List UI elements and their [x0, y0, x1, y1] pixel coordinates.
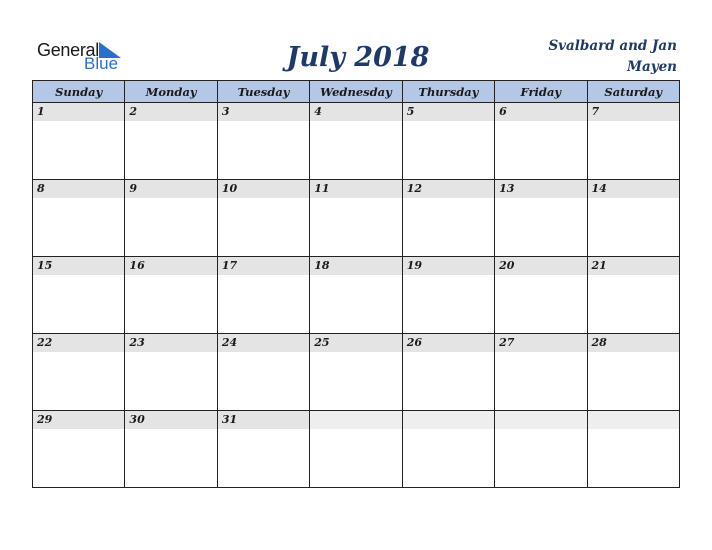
day-number: 3: [218, 103, 309, 121]
weekday-header: Saturday: [587, 81, 679, 103]
day-cell: [217, 180, 309, 257]
day-cell: [217, 103, 309, 180]
day-number: 8: [33, 180, 124, 198]
empty-day-bar: [310, 411, 401, 429]
logo-general-text: General: [37, 40, 99, 60]
day-cell: [33, 257, 125, 334]
day-cell: [310, 103, 402, 180]
week-row: [33, 180, 680, 257]
day-number: 16: [125, 257, 216, 275]
day-number: 13: [495, 180, 586, 198]
weekday-header: Friday: [495, 81, 587, 103]
day-cell: [125, 334, 217, 411]
day-number: 21: [588, 257, 679, 275]
day-cell: [495, 411, 587, 488]
empty-day-bar: [588, 411, 679, 429]
weekday-header: Sunday: [33, 81, 125, 103]
day-cell: [217, 411, 309, 488]
day-cell: [33, 334, 125, 411]
day-cell: [217, 334, 309, 411]
day-number: 4: [310, 103, 401, 121]
general-blue-logo: [37, 40, 137, 74]
day-cell: [495, 334, 587, 411]
day-cell: [125, 180, 217, 257]
weekday-header: Wednesday: [310, 81, 402, 103]
calendar-grid: [32, 80, 680, 488]
day-number: 31: [218, 411, 309, 429]
day-cell: [402, 411, 494, 488]
day-number: 2: [125, 103, 216, 121]
day-cell: [310, 180, 402, 257]
day-cell: [125, 257, 217, 334]
week-row: [33, 257, 680, 334]
day-number: 25: [310, 334, 401, 352]
day-cell: [33, 411, 125, 488]
day-cell: [33, 103, 125, 180]
day-number: 23: [125, 334, 216, 352]
day-cell: [587, 180, 679, 257]
weekday-header: Thursday: [402, 81, 494, 103]
day-number: 20: [495, 257, 586, 275]
empty-day-bar: [495, 411, 586, 429]
day-cell: [402, 257, 494, 334]
day-cell: [587, 334, 679, 411]
day-cell: [495, 257, 587, 334]
weekday-header-row: [33, 81, 680, 103]
day-cell: [402, 103, 494, 180]
week-row: [33, 103, 680, 180]
page-title: July 2018: [286, 42, 430, 73]
week-row: [33, 334, 680, 411]
day-cell: [217, 257, 309, 334]
day-cell: [310, 257, 402, 334]
day-number: 22: [33, 334, 124, 352]
day-number: 14: [588, 180, 679, 198]
day-number: 12: [403, 180, 494, 198]
day-number: 9: [125, 180, 216, 198]
day-number: 18: [310, 257, 401, 275]
day-number: 1: [33, 103, 124, 121]
day-number: 7: [588, 103, 679, 121]
logo-blue-text: Blue: [84, 54, 119, 73]
day-number: 5: [403, 103, 494, 121]
day-cell: [587, 411, 679, 488]
day-cell: [125, 411, 217, 488]
day-number: 6: [495, 103, 586, 121]
day-cell: [33, 180, 125, 257]
day-number: 29: [33, 411, 124, 429]
day-number: 26: [403, 334, 494, 352]
day-cell: [587, 103, 679, 180]
day-cell: [402, 180, 494, 257]
day-cell: [125, 103, 217, 180]
day-number: 19: [403, 257, 494, 275]
weekday-header: Monday: [125, 81, 217, 103]
day-cell: [587, 257, 679, 334]
day-number: 28: [588, 334, 679, 352]
day-number: 15: [33, 257, 124, 275]
day-cell: [310, 334, 402, 411]
week-row: [33, 411, 680, 488]
day-cell: [495, 103, 587, 180]
day-number: 11: [310, 180, 401, 198]
day-cell: [495, 180, 587, 257]
weekday-header: Tuesday: [217, 81, 309, 103]
day-cell: [310, 411, 402, 488]
day-number: 17: [218, 257, 309, 275]
day-cell: [402, 334, 494, 411]
day-number: 27: [495, 334, 586, 352]
region-name: Svalbard and Jan Mayen: [548, 38, 677, 75]
empty-day-bar: [403, 411, 494, 429]
day-number: 24: [218, 334, 309, 352]
day-number: 30: [125, 411, 216, 429]
day-number: 10: [218, 180, 309, 198]
